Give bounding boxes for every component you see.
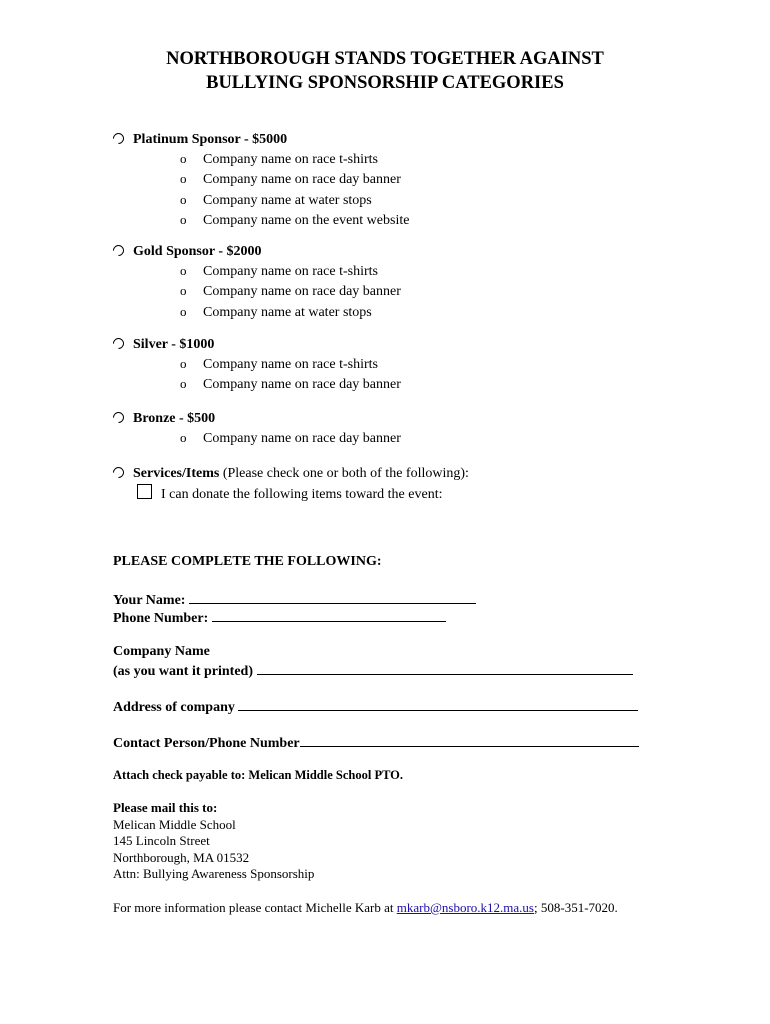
circle-bullet-icon xyxy=(111,465,127,481)
company-name-note: (as you want it printed) xyxy=(113,664,254,679)
address-line: Attn: Bullying Awareness Sponsorship xyxy=(113,866,315,881)
list-item xyxy=(180,302,733,322)
tier-name: Silver - $1000 xyxy=(133,337,215,352)
phone-input-line[interactable] xyxy=(212,608,446,622)
list-item xyxy=(180,190,733,210)
company-name-label: Company Name xyxy=(113,644,210,659)
circle-bullet-icon xyxy=(111,131,127,147)
address-input-line[interactable] xyxy=(238,697,638,711)
form-heading: PLEASE COMPLETE THE FOLLOWING: xyxy=(113,554,382,569)
benefit-text: Company name on race day banner xyxy=(203,431,401,446)
title-line-2: BULLYING SPONSORSHIP CATEGORIES xyxy=(206,73,564,93)
list-item xyxy=(180,374,733,394)
tier-name: Platinum Sponsor - $5000 xyxy=(133,132,288,147)
title-line-1: NORTHBOROUGH STANDS TOGETHER AGAINST xyxy=(166,49,604,69)
benefit-list xyxy=(113,261,733,322)
hollow-bullet-icon: o xyxy=(180,303,187,319)
circle-bullet-icon xyxy=(111,410,127,426)
donate-items-option[interactable] xyxy=(137,484,442,504)
page-title xyxy=(0,47,770,95)
benefit-list xyxy=(113,428,733,448)
address-field[interactable] xyxy=(113,697,638,717)
hollow-bullet-icon: o xyxy=(180,151,187,166)
contact-field[interactable] xyxy=(113,733,639,753)
donate-items-label: I can donate the following items toward the event: xyxy=(161,487,443,502)
your-name-label: Your Name: xyxy=(113,593,186,608)
hollow-bullet-icon: o xyxy=(180,430,187,445)
sponsor-tier-silver xyxy=(113,335,733,395)
address-label: Address of company xyxy=(113,700,235,715)
circle-bullet-icon xyxy=(111,336,127,352)
benefit-list xyxy=(113,149,733,230)
contact-label: Contact Person/Phone Number xyxy=(113,736,300,751)
tier-name: Gold Sponsor - $2000 xyxy=(133,244,262,259)
list-item xyxy=(180,354,733,374)
hollow-bullet-icon: o xyxy=(180,191,187,207)
mailing-address xyxy=(113,800,314,883)
hollow-bullet-icon: o xyxy=(180,376,187,392)
sponsor-tier-gold xyxy=(113,242,733,322)
contact-input-line[interactable] xyxy=(300,733,639,747)
contact-prefix: For more information please contact Michelle Karb at xyxy=(113,900,397,915)
benefit-text: Company name on race day banner xyxy=(203,172,401,188)
list-item xyxy=(180,169,733,189)
contact-email-link[interactable]: mkarb@nsboro.k12.ma.us xyxy=(396,900,534,915)
attach-check-note: Attach check payable to: Melican Middle School PTO. xyxy=(113,768,404,782)
list-item xyxy=(180,210,733,230)
circle-bullet-icon xyxy=(111,243,127,259)
list-item xyxy=(180,149,733,169)
services-title: Services/Items xyxy=(133,466,220,481)
your-name-input-line[interactable] xyxy=(189,590,476,604)
list-item xyxy=(180,281,733,301)
contact-suffix: ; 508-351-7020. xyxy=(534,900,618,915)
address-line: Northborough, MA 01532 xyxy=(113,849,250,865)
phone-field[interactable] xyxy=(113,608,446,628)
contact-info xyxy=(113,900,618,916)
tier-name: Bronze - $500 xyxy=(133,411,216,426)
benefit-text: Company name on the event website xyxy=(203,212,410,228)
sponsor-tier-bronze xyxy=(113,409,733,448)
hollow-bullet-icon: o xyxy=(180,211,187,227)
benefit-text: Company name at water stops xyxy=(203,192,372,208)
benefit-list xyxy=(113,354,733,395)
benefit-text: Company name on race day banner xyxy=(203,284,401,300)
phone-label: Phone Number: xyxy=(113,611,209,626)
hollow-bullet-icon: o xyxy=(180,263,187,278)
list-item xyxy=(180,428,733,448)
services-note: (Please check one or both of the following): xyxy=(219,466,469,481)
list-item xyxy=(180,261,733,281)
benefit-text: Company name at water stops xyxy=(203,304,372,320)
address-line: 145 Lincoln Street xyxy=(113,833,210,848)
company-name-field[interactable] xyxy=(113,661,633,681)
sponsor-tier-platinum xyxy=(113,130,733,230)
benefit-text: Company name on race t-shirts xyxy=(203,152,378,167)
hollow-bullet-icon: o xyxy=(180,283,187,299)
hollow-bullet-icon: o xyxy=(180,356,187,371)
company-name-input-line[interactable] xyxy=(257,661,633,675)
your-name-field[interactable] xyxy=(113,590,476,610)
benefit-text: Company name on race t-shirts xyxy=(203,357,378,372)
benefit-text: Company name on race t-shirts xyxy=(203,264,378,279)
hollow-bullet-icon: o xyxy=(180,171,187,187)
address-line: Melican Middle School xyxy=(113,816,236,832)
mail-heading: Please mail this to: xyxy=(113,800,218,815)
sponsor-tier-services xyxy=(113,464,733,483)
benefit-text: Company name on race day banner xyxy=(203,377,401,393)
donate-items-checkbox[interactable] xyxy=(137,484,152,499)
